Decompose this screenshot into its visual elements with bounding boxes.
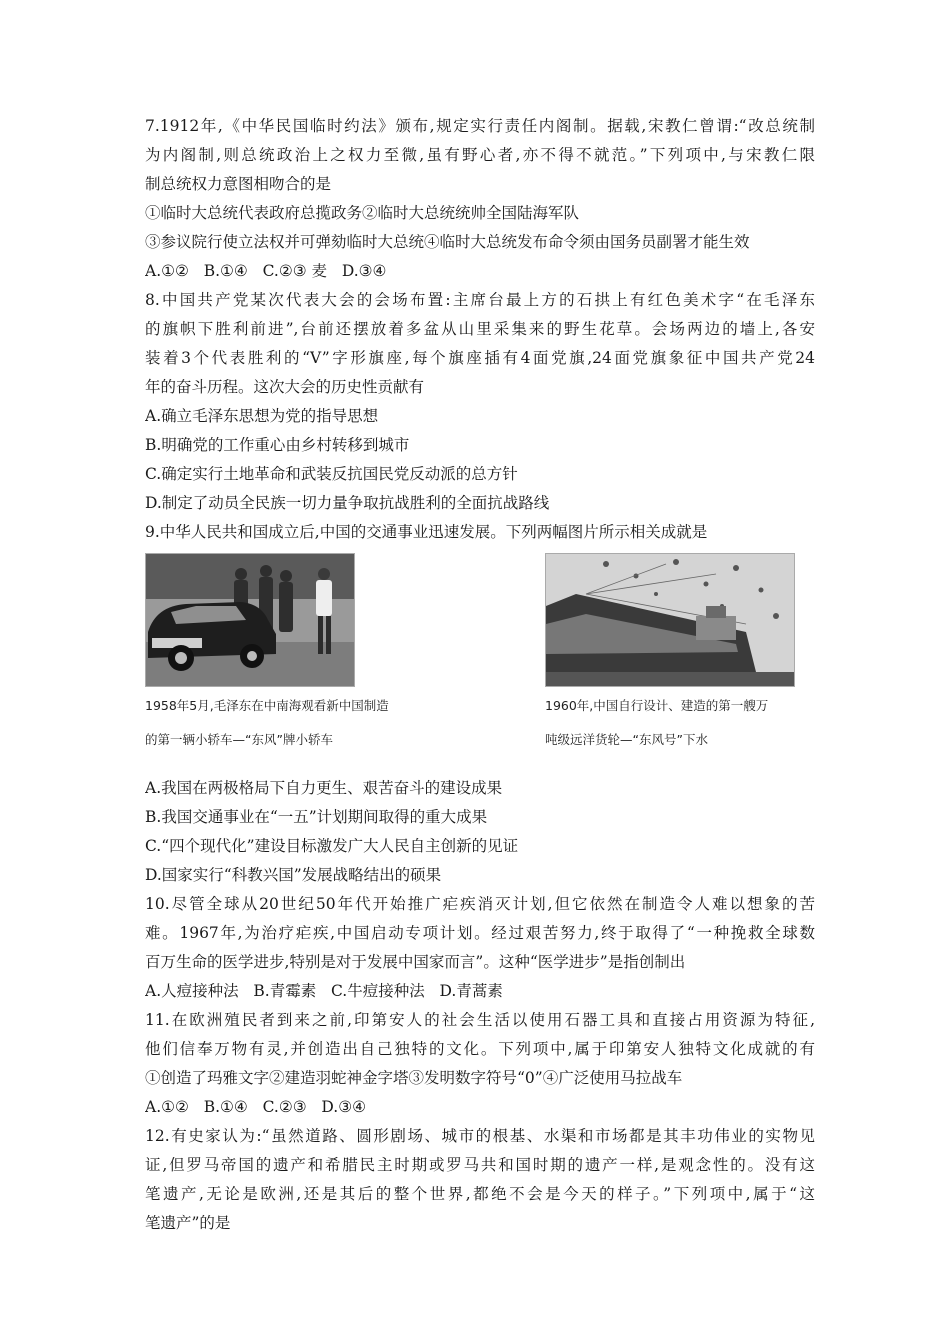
q9-option-a: A.我国在两极格局下自力更生、艰苦奋斗的建设成果 — [145, 779, 503, 797]
q11-line: 他们信奉万物有灵,并创造出自己独特的文化。下列项中,属于印第安人独特文化成就的有 — [145, 1040, 815, 1058]
q7-options: A.①② B.①④ C.②③ 麦 D.③④ — [145, 262, 387, 280]
q9-stem: 9.中华人民共和国成立后,中国的交通事业迅速发展。下列两幅图片所示相关成就是 — [145, 523, 708, 541]
question-9 — [145, 518, 815, 890]
exam-page — [145, 112, 815, 1238]
q10-line: 百万生命的医学进步,特别是对于发展中国家而言”。这种“医学进步”是指创制出 — [145, 953, 686, 971]
q7-line: 为内阁制,则总统政治上之权力至微,虽有野心者,亦不得不就范。”下列项中,与宋教仁限 — [145, 146, 815, 164]
q10-options: A.人痘接种法 B.青霉素 C.牛痘接种法 D.青蒿素 — [145, 982, 503, 1000]
figure-ship-caption-2: 吨级远洋货轮—“东风号”下水 — [545, 732, 708, 747]
question-7 — [145, 112, 815, 286]
q7-statements-2: ③参议院行使立法权并可弹劾临时大总统④临时大总统发布命令须由国务员副署才能生效 — [145, 233, 750, 251]
q7-line: 制总统权力意图相吻合的是 — [145, 175, 332, 193]
figure-car-caption-2: 的第一辆小轿车—“东风”牌小轿车 — [145, 732, 333, 747]
question-12 — [145, 1122, 815, 1238]
q9-option-b: B.我国交通事业在“一五”计划期间取得的重大成果 — [145, 808, 488, 826]
q8-option-c: C.确定实行土地革命和武装反抗国民党反动派的总方针 — [145, 465, 518, 483]
question-10 — [145, 890, 815, 1006]
q12-line: 证,但罗马帝国的遗产和希腊民主时期或罗马共和国时期的遗产一样,是观念性的。没有这 — [145, 1156, 815, 1174]
q12-line: 12.有史家认为:“虽然道路、圆形剧场、城市的根基、水渠和市场都是其丰功伟业的实物见 — [145, 1127, 815, 1145]
q7-statements-1: ①临时大总统代表政府总揽政务②临时大总统统帅全国陆海军队 — [145, 204, 580, 222]
figure-car-caption-1: 1958年5月,毛泽东在中南海观看新中国制造 — [145, 698, 389, 713]
q8-option-d: D.制定了动员全民族一切力量争取抗战胜利的全面抗战路线 — [145, 494, 550, 512]
q8-line: 8.中国共产党某次代表大会的会场布置:主席台最上方的石拱上有红色美术字“在毛泽东 — [145, 291, 815, 309]
q11-statements: ①创造了玛雅文字②建造羽蛇神金字塔③发明数字符号“0”④广泛使用马拉战车 — [145, 1069, 683, 1087]
q8-line: 装着3个代表胜利的“V”字形旗座,每个旗座插有4面党旗,24面党旗象征中国共产党24 — [145, 349, 815, 367]
q10-line: 难。1967年,为治疗疟疾,中国启动专项计划。经过艰苦努力,终于取得了“一种挽救全球数 — [145, 924, 815, 942]
q12-line: 笔遗产”的是 — [145, 1214, 231, 1232]
q9-figures — [145, 551, 815, 774]
figure-car — [145, 553, 389, 755]
figure-ship — [545, 553, 805, 755]
q7-line: 7.1912年,《中华民国临时约法》颁布,规定实行责任内阁制。据载,宋教仁曾谓:“改总统制 — [145, 117, 815, 135]
ship-photo — [545, 553, 795, 687]
figure-ship-caption-1: 1960年,中国自行设计、建造的第一艘万 — [545, 698, 769, 713]
car-photo — [145, 553, 355, 687]
q8-line: 的旗帜下胜利前进”,台前还摆放着多盆从山里采集来的野生花草。会场两边的墙上,各安 — [145, 320, 815, 338]
q9-option-c: C.“四个现代化”建设目标激发广大人民自主创新的见证 — [145, 837, 519, 855]
q8-line: 年的奋斗历程。这次大会的历史性贡献有 — [145, 378, 425, 396]
q12-line: 笔遗产,无论是欧洲,还是其后的整个世界,都绝不会是今天的样子。”下列项中,属于“这 — [145, 1185, 815, 1203]
q8-option-b: B.明确党的工作重心由乡村转移到城市 — [145, 436, 410, 454]
question-11 — [145, 1006, 815, 1122]
question-8 — [145, 286, 815, 518]
q11-line: 11.在欧洲殖民者到来之前,印第安人的社会生活以使用石器工具和直接占用资源为特征, — [145, 1011, 815, 1029]
q10-line: 10.尽管全球从20世纪50年代开始推广疟疾消灭计划,但它依然在制造令人难以想象的苦 — [145, 895, 815, 913]
q11-options: A.①② B.①④ C.②③ D.③④ — [145, 1098, 366, 1116]
q9-option-d: D.国家实行“科教兴国”发展战略结出的硕果 — [145, 866, 442, 884]
q8-option-a: A.确立毛泽东思想为党的指导思想 — [145, 407, 379, 425]
